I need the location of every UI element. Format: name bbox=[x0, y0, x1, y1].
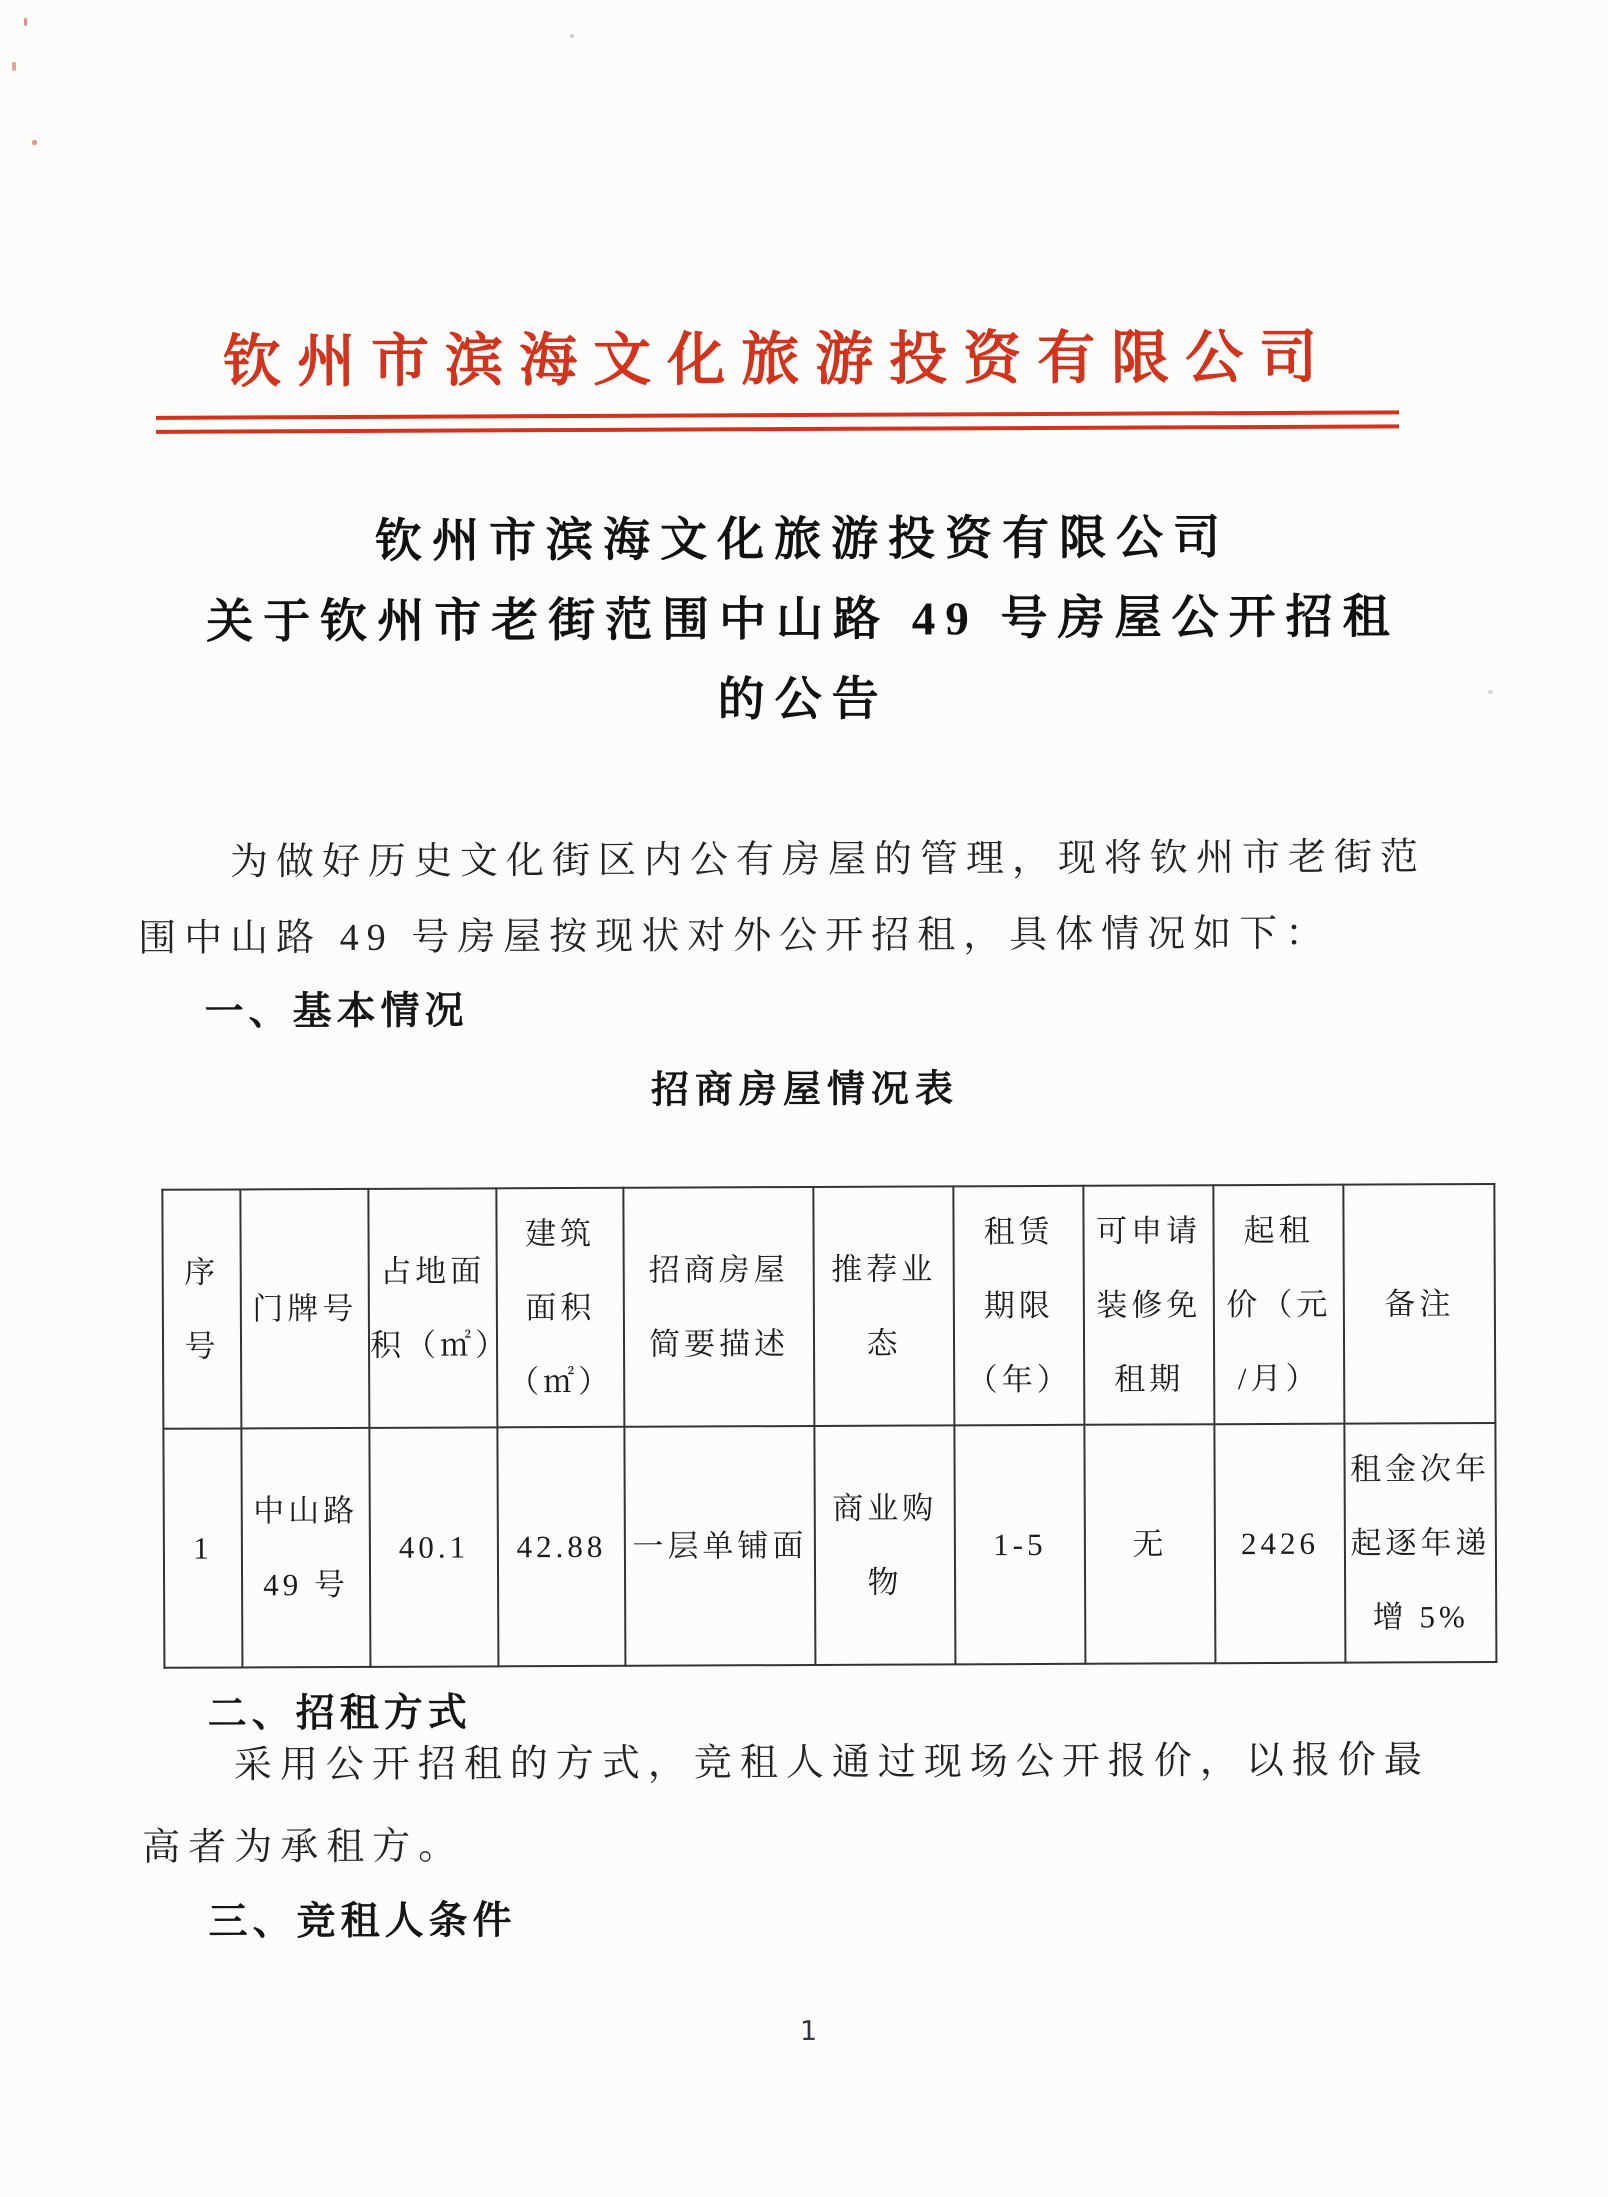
cell-building-area: 42.88 bbox=[497, 1427, 625, 1667]
page-number: 1 bbox=[799, 2015, 819, 2048]
cell-rent-free-period: 无 bbox=[1084, 1424, 1215, 1664]
header-cell-starting-price: 起租 价（元 /月） bbox=[1213, 1185, 1344, 1425]
header-cell-remarks: 备注 bbox=[1343, 1184, 1495, 1424]
header-cell-index: 序 号 bbox=[162, 1189, 241, 1428]
table-caption: 招商房屋情况表 bbox=[650, 1068, 960, 1112]
cell-description: 一层单铺面 bbox=[624, 1426, 815, 1666]
property-info-table bbox=[161, 1183, 1497, 1669]
section-2-paragraph: 采用公开招租的方式，竞租人通过现场公开报价，以报价最 高者为承租方。 bbox=[141, 1739, 1430, 1869]
document-title: 钦州市滨海文化旅游投资有限公司 关于钦州市老街范围中山路 49 号房屋公开招租 的公告 bbox=[206, 512, 1400, 727]
letterhead-divider bbox=[156, 410, 1399, 433]
header-cell-rent-free-period: 可申请 装修免 租期 bbox=[1083, 1185, 1214, 1425]
header-cell-building-area: 建筑 面积 （㎡） bbox=[496, 1188, 624, 1428]
table-header-row bbox=[162, 1184, 1495, 1429]
header-cell-land-area: 占地面 积（㎡） bbox=[368, 1188, 497, 1428]
section-3-heading: 三、竞租人条件 bbox=[208, 1899, 517, 1944]
table-row bbox=[163, 1423, 1496, 1668]
section-2-heading: 二、招租方式 bbox=[207, 1691, 472, 1736]
section-1-heading: 一、基本情况 bbox=[204, 989, 469, 1034]
cell-index: 1 bbox=[163, 1428, 242, 1667]
company-letterhead: 钦州市滨海文化旅游投资有限公司 bbox=[223, 324, 1334, 395]
header-cell-business-type: 推荐业态 bbox=[813, 1186, 954, 1426]
header-cell-lease-term: 租赁 期限 （年） bbox=[953, 1186, 1084, 1426]
cell-remarks: 租金次年 起逐年递 增 5% bbox=[1344, 1423, 1496, 1663]
cell-lease-term: 1-5 bbox=[954, 1425, 1085, 1665]
cell-business-type: 商业购物 bbox=[814, 1425, 955, 1665]
cell-door-number: 中山路 49 号 bbox=[241, 1428, 370, 1668]
cell-starting-price: 2426 bbox=[1214, 1424, 1345, 1664]
header-cell-door-number: 门牌号 bbox=[240, 1189, 369, 1429]
header-cell-description: 招商房屋 简要描述 bbox=[623, 1187, 814, 1427]
cell-land-area: 40.1 bbox=[369, 1427, 498, 1667]
intro-paragraph: 为做好历史文化街区内公有房屋的管理，现将钦州市老街范 围中山路 49 号房屋按现状对外公开招租，具体情况如下： bbox=[137, 836, 1427, 960]
